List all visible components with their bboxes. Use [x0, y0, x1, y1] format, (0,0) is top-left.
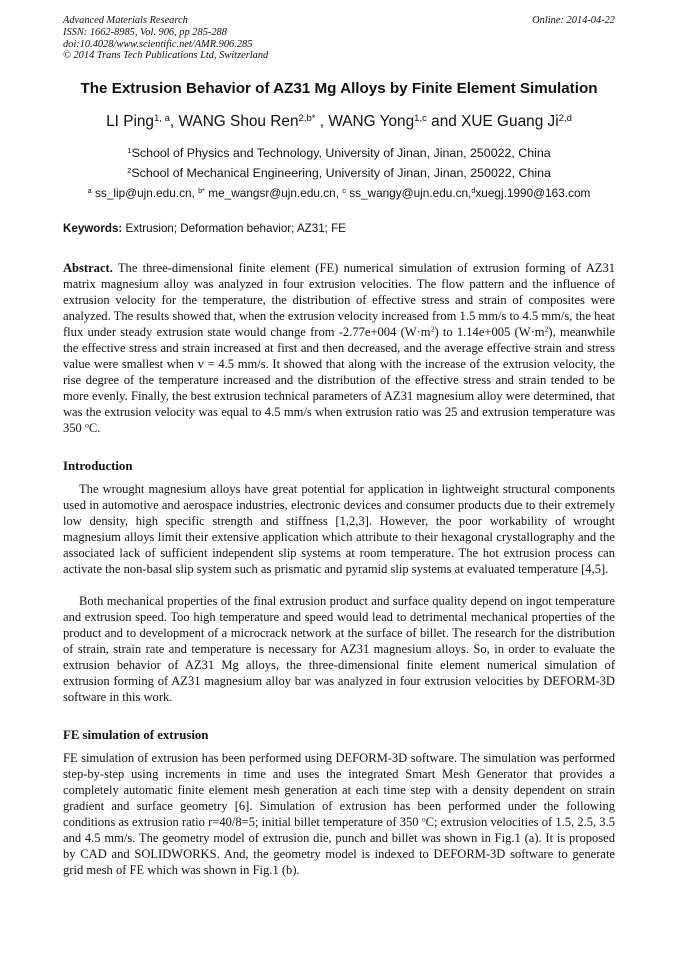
keywords-label: Keywords: [63, 222, 123, 235]
keywords-text: Extrusion; Deformation behavior; AZ31; FE [125, 222, 346, 235]
email-link[interactable]: xuegj.1990@163.com [475, 186, 591, 200]
author-name: WANG Shou Ren [178, 113, 299, 130]
introduction-heading: Introduction [63, 459, 133, 473]
journal-doi[interactable]: doi:10.4028/www.scientific.net/AMR.906.285 [63, 38, 253, 50]
abstract-label: Abstract. [63, 261, 113, 275]
affiliation-1: $^1$School of Physics and Technology, University of Jinan, Jinan, 250022, China [127, 145, 551, 160]
journal-name: Advanced Materials Research [63, 15, 188, 26]
introduction-paragraph-2: Both mechanical properties of the final extrusion product and surface quality depend on ingot temperature and extrusion speed. Too high temperature and speed would lead to detrimental mechanical properties of the product and to development of a microcrack network at the surface of billet. The research for the distribution of strain, strain rate and temperature is necessary for AZ31 magnesium alloys. So, in order to evaluate the extrusion behavior of AZ31 Mg alloys, the three-dimensional finite element numerical simulation of extrusion forming of AZ31 magnesium alloy bar was analyzed in four extrusion velocities by DEFORM-3D software in this work. [63, 594, 615, 704]
keywords [63, 222, 615, 235]
fe-simulation-paragraph: FE simulation of extrusion has been performed using DEFORM-3D software. The simulation was performed step-by-step using increments in time and uses the integrated Smart Mesh Generator that provides a completely automatic finite element mesh generation at each time step with a density dependent on strain gradient and surface geometry [6]. Simulation of extrusion has been performed under the following conditions as extrusion ratio r=40/8=5; initial billet temperature of 350 $^o$C; extrusion velocities of 1.5, 2.5, 3.5 and 4.5 mm/s. The geometry model of extrusion die, punch and billet was shown in Fig.1 (a). It is proposed by CAD and SOLIDWORKS. And, the geometry model is indexed to DEFORM-3D software to generate grid mesh of FE which was shown in Fig.1 (b). [63, 751, 615, 877]
email-link[interactable]: ss_lip@ujn.edu.cn, [94, 186, 195, 200]
email-list: $^a$ ss_lip@ujn.edu.cn, $^{b*}$ me_wangsr@ujn.edu.cn, $^c$ ss_wangy@ujn.edu.cn,$^d$xuegj.1990@163.com [87, 185, 591, 200]
introduction-paragraph-1: The wrought magnesium alloys have great potential for application in lightweight structural components used in automotive and aerospace industries, electronic devices and consumer products due to their extremely low density, high specific strength and stiffness [1,2,3]. However, the poor workability of wrought magnesium alloys limit their extensive application which attribute to their hexagonal crystallography and the associated lack of sufficient independent slip systems at room temperature. The hot extrusion process can activate the non-basal slip system such as prismatic and pyramid slip systems at evaluated temperature [4,5]. [63, 482, 615, 576]
author-list: LI Ping$^{1, a}$, WANG Shou Ren$^{2,b*}$ , WANG Yong$^{1,c}$ and XUE Guang Ji$^{2,d}$ [106, 112, 572, 130]
author-name: XUE Guang Ji [461, 113, 559, 130]
author-affiliation-sup: 2,b* [298, 112, 316, 124]
author-affiliation-sup: 1,c [414, 112, 427, 124]
author-affiliation-sup: 2,d [558, 112, 572, 124]
journal-issn: ISSN: 1662-8985, Vol. 906, pp 285-288 [63, 26, 227, 38]
paper-title: The Extrusion Behavior of AZ31 Mg Alloys by Finite Element Simulation [80, 80, 598, 97]
online-date: Online: 2014-04-22 [532, 15, 615, 26]
email-link[interactable]: me_wangsr@ujn.edu.cn, [208, 186, 339, 200]
fe-simulation-heading: FE simulation of extrusion [63, 728, 209, 742]
email-link[interactable]: ss_wangy@ujn.edu.cn, [349, 186, 472, 200]
abstract-paragraph: Abstract. The three-dimensional finite element (FE) numerical simulation of extrusion forming of AZ31 matrix magnesium alloy was analyzed in four extrusion velocities. The flow pattern and the influence of extrusion velocity for the temperature, the distribution of effective stress and strain of composites were analyzed. The results showed that, when the extrusion velocity increased from 1.5 mm/s to 4.5 mm/s, the heat flux under steady extrusion state would change from -2.77e+004 $(W\cdot m^2)$ to 1.14e+005 $(W\cdot m^2)$, meanwhile the effective stress and strain increased at first and then decreased, and the average effective strain and stress value were smallest when v = 4.5 mm/s. It showed that along with the increase of the extrusion velocity, the rise degree of the temperature increased and the distribution of the effective stress and strain tended to be more evenly. Finally, the best extrusion technical parameters of AZ31 magnesium alloy were determined, that was the extrusion velocity was equal to 4.5 mm/s when extrusion ratio was 25 and extrusion temperature was 350 $^o$C. [63, 261, 616, 435]
affiliation-2: $^2$School of Mechanical Engineering, University of Jinan, Jinan, 250022, China [127, 165, 551, 180]
journal-header [63, 15, 268, 62]
author-affiliation-sup: 1, a [154, 112, 170, 124]
journal-copyright: © 2014 Trans Tech Publications Ltd, Switzerland [63, 50, 269, 62]
author-name: LI Ping [106, 113, 154, 130]
author-name: WANG Yong [328, 113, 415, 130]
